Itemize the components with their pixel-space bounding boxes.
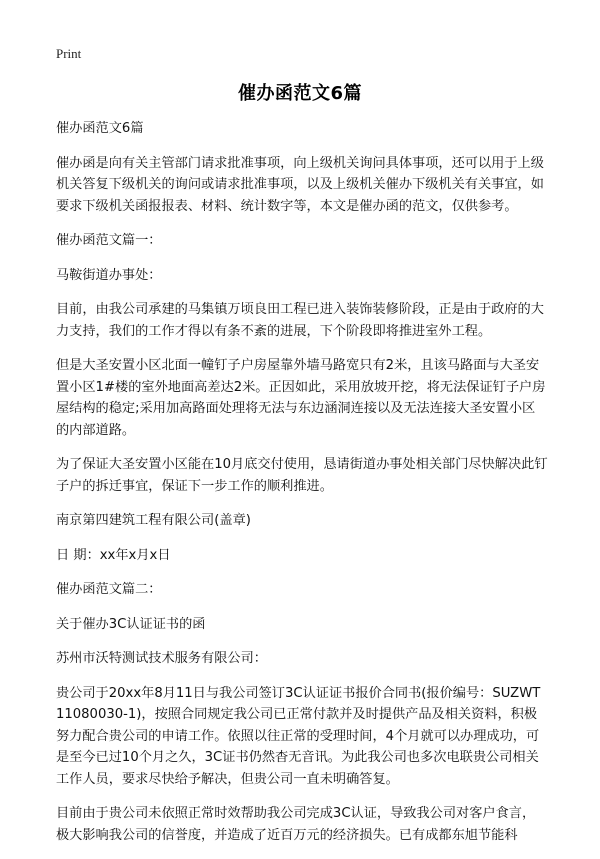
document-body — [56, 118, 548, 859]
signature-company: 南京第四建筑工程有限公司(盖章) — [56, 513, 251, 528]
signature-date: 日 期：xx年x月x日 — [56, 547, 171, 563]
salutation-two: 苏州市沃特测试技术服务有限公司： — [56, 651, 267, 666]
salutation-one: 马鞍街道办事处： — [56, 267, 162, 283]
document-title: 催办函范文6篇 — [237, 83, 363, 104]
intro-paragraph: 催办函是向有关主管部门请求批准事项，向上级机关询问具体事项，还可以用于上级机关答复下级机关的询问或请求批准事项，以及上级机关催办下级机关有关事宜，如要求下级机关函报报表、材料、统计数字等，本文是催办函的范文，仅供参考。 — [56, 155, 544, 214]
body-paragraph: 为了保证大圣安置小区能在10月底交付使用，恳请街道办事处相关部门尽快解决此钉子户的拆迁事宜，保证下一步工作的顺利推进。 — [56, 457, 548, 494]
print-label[interactable]: Print — [56, 46, 82, 61]
section-heading-one: 催办函范文篇一： — [56, 233, 162, 248]
body-paragraph: 贵公司于20xx年8月11日与我公司签订3C认证证书报价合同书(报价编号：SUZWT11080030-1)，按照合同规定我公司已正常付款并及时提供产品及相关资料，积极努力配合贵公司的申请工作。依照以往正常的受理时间，4个月就可以办理成功，可是至今已过10个月之久，3C证书仍然杳无音讯。为此我公司也多次电联贵公司相关工作人员，要求尽快给予解决，但贵公司一直未明确答复。 — [56, 685, 541, 787]
section-heading-two: 催办函范文篇二： — [56, 582, 162, 597]
body-paragraph: 目前由于贵公司未依照正常时效帮助我公司完成3C认证，导致我公司对客户食言，极大影响我公司的信誉度，并造成了近百万元的经济损失。已有成都东旭节能科 — [56, 806, 536, 843]
subtitle-paragraph: 催办函范文6篇 — [56, 121, 144, 136]
letter-subject: 关于催办3C认证证书的函 — [56, 616, 206, 632]
body-paragraph: 但是大圣安置小区北面一幢钉子户房屋靠外墙马路宽只有2米，且该马路面与大圣安置小区1#楼的室外地面高差达2米。正因如此，采用放坡开挖，将无法保证钉子户房屋结构的稳定;采用加高路面处理将无法与东边涵洞连接以及无法连接大圣安置小区的内部道路。 — [56, 358, 546, 438]
body-paragraph: 目前，由我公司承建的马集镇万顷良田工程已进入装饰装修阶段，正是由于政府的大力支持，我们的工作才得以有条不紊的进展，下个阶段即将推进室外工程。 — [56, 302, 544, 339]
